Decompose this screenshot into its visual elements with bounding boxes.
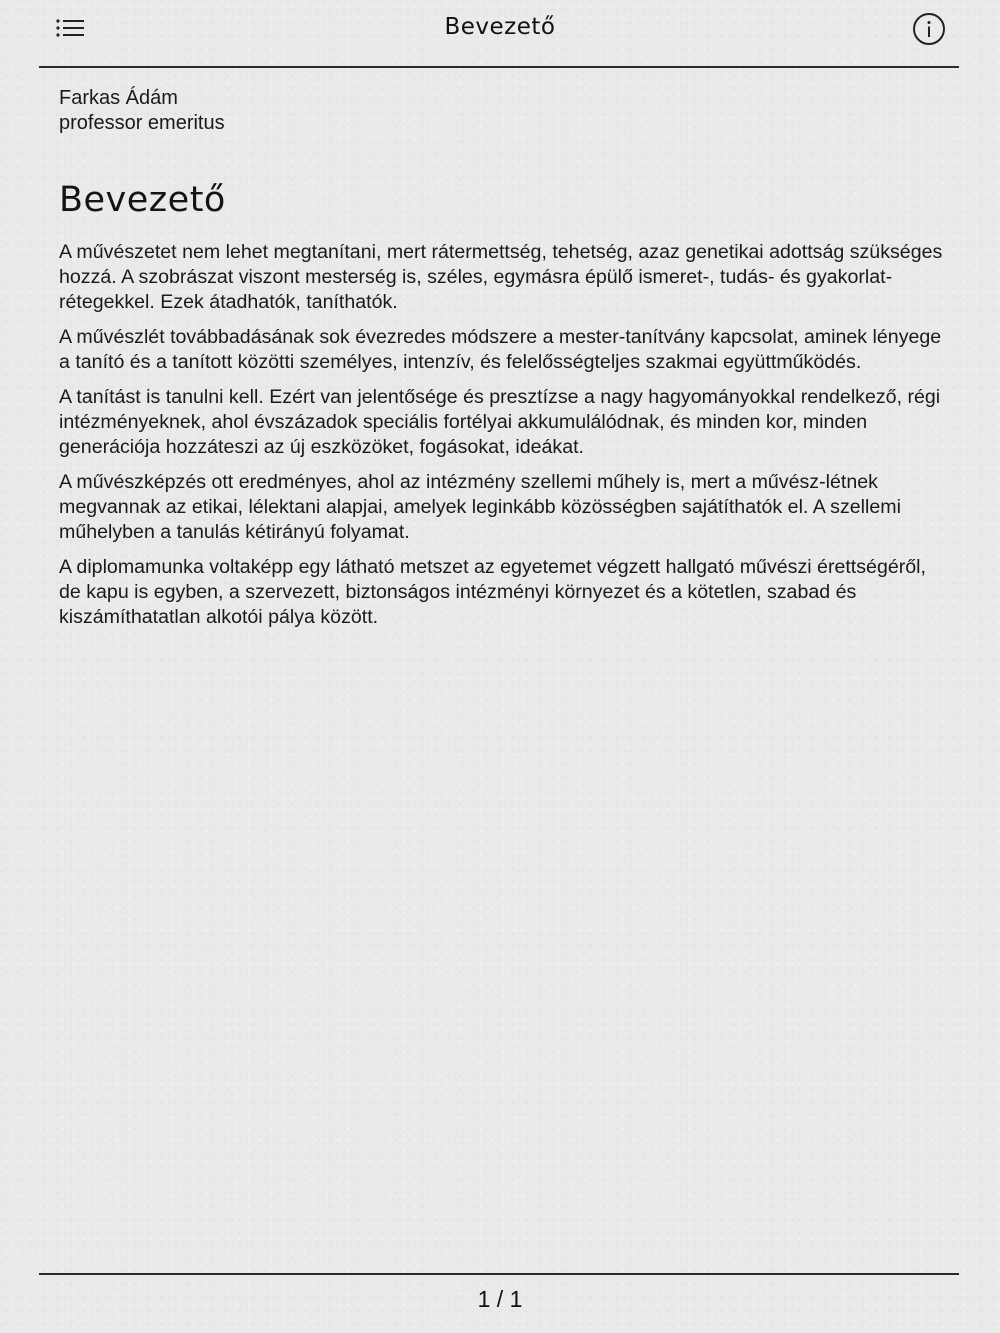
article-heading: Bevezető: [59, 180, 226, 220]
page-indicator: 1 / 1: [477, 1286, 523, 1312]
page-title-header: Bevezető: [444, 14, 556, 40]
author-name: Farkas Ádám: [59, 87, 178, 109]
article-paragraph: A művészlét továbbadásának sok évezredes módszere a mester-tanítvány kapcsolat, aminek lényege a tanító és a tanított közötti személyes, intenzív, és felelősségteljes szakmai együttműködés.: [59, 326, 942, 373]
article-paragraph: A művészetet nem lehet megtanítani, mert rátermettség, tehetség, azaz genetikai adottság szükséges hozzá. A szobrászat viszont mesterség is, széles, egymásra épülő ismeret-, tudás- és gyakorlat- rétegekkel. Ezek átadhatók, taníthatók.: [59, 241, 943, 313]
article-content: [59, 86, 944, 640]
article-paragraph: A művészképzés ott eredményes, ahol az intézmény szellemi műhely is, mert a művész-létnek megvannak az etikai, lélektani alapjai, amelyek leginkább közösségben sajátíthatók el. A szellemi műhelyben a tanulás kétirányú folyamat.: [59, 471, 901, 543]
header-divider: [39, 66, 959, 68]
article-paragraph: A diplomamunka voltaképp egy látható metszet az egyetemet végzett hallgató művészi érettségéről, de kapu is egyben, a szervezett, biztonságos intézményi környezet és a kötetlen, szabad és kiszámíthatatlan alkotói pálya között.: [59, 556, 926, 628]
footer-divider: [39, 1273, 959, 1275]
author-title: professor emeritus: [59, 112, 225, 134]
article-paragraph: A tanítást is tanulni kell. Ezért van jelentősége és presztízse a nagy hagyományokkal rendelkező, régi intézményeknek, ahol évszázadok speciális fortélyai akkumulálódnak, és minden kor, minden generációja hozzáteszi az új eszközöket, fogásokat, ideákat.: [59, 386, 941, 458]
top-bar: [0, 0, 1000, 66]
info-button[interactable]: [912, 12, 946, 46]
info-icon: [912, 12, 946, 46]
